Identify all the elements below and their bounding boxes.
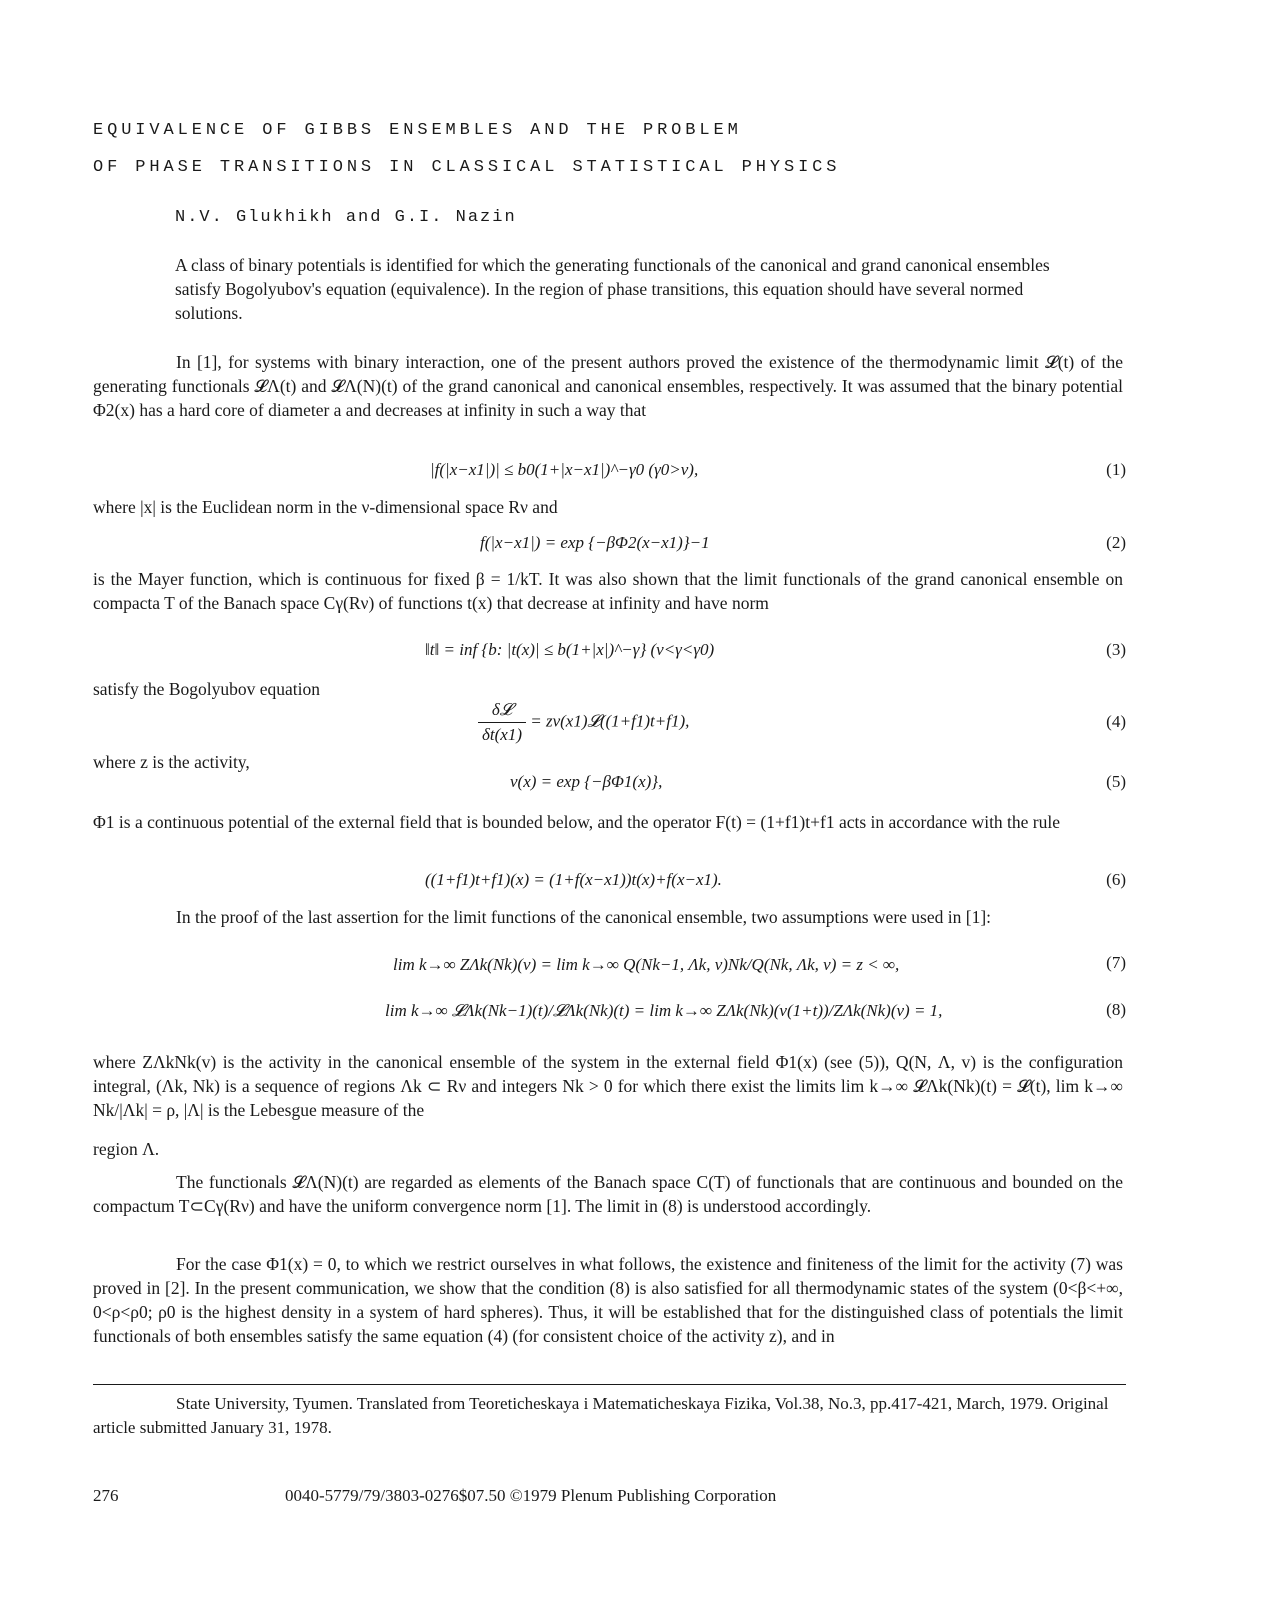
equation-3: ‖t‖ = inf {b: |t(x)| ≤ b(1+|x|)^−γ} (ν<γ<γ0) xyxy=(425,640,715,659)
text-line-region: region Λ. xyxy=(93,1139,160,1159)
paragraph-7: For the case Φ1(x) = 0, to which we restrict ourselves in what follows, the existence and finiteness of the limit for the activity (7) was proved in [2]. In the present communication, we show that the condition (8) is also satisfied for all thermodynamic states of the system (0<β<+∞, 0<ρ<ρ0; ρ0 is the highest density in a system of hard spheres). Thus, it will be established that for the distinguished class of potentials the limit functionals of both ensembles satisfy the same equation (4) (for consistent choice of the activity z), and in xyxy=(93,1254,1123,1346)
equation-4-numerator: δ𝓛 xyxy=(478,700,526,723)
equation-number-5: (5) xyxy=(1106,772,1126,791)
paragraph-5: where ZΛkNk(v) is the activity in the canonical ensemble of the system in the external field Φ1(x) (see (5)), Q(N, Λ, v) is the configuration integral, (Λk, Nk) is a sequence of regions Λk ⊂ Rν and integers Nk > 0 for which there exist the limits lim k→∞ 𝓛Λk(Nk)(t) = 𝓛(t), lim k→∞ Nk/|Λk| = ρ, |Λ| is the Lebesgue measure of the xyxy=(93,1052,1123,1120)
text-line-activity: where z is the activity, xyxy=(93,752,250,772)
equation-number-1: (1) xyxy=(1106,460,1126,479)
text-line-norm: where |x| is the Euclidean norm in the ν-dimensional space Rν and xyxy=(93,497,558,517)
equation-number-4: (4) xyxy=(1106,712,1126,731)
equation-number-8: (8) xyxy=(1106,1000,1126,1019)
abstract: A class of binary potentials is identified for which the generating functionals of the canonical and grand canonical ensembles satisfy Bogolyubov's equation (equivalence). In the region of phase transitions, this equation should have several normed solutions. xyxy=(175,255,1050,323)
footnote: State University, Tyumen. Translated from Teoreticheskaya i Matematicheskaya Fizika, Vol.38, No.3, pp.417-421, March, 1979. Original article submitted January 31, 1978. xyxy=(93,1394,1109,1437)
equation-number-7: (7) xyxy=(1106,953,1126,972)
authors: N.V. Glukhikh and G.I. Nazin xyxy=(175,208,517,227)
text-line-bogolyubov: satisfy the Bogolyubov equation xyxy=(93,679,320,699)
equation-5: v(x) = exp {−βΦ1(x)}, xyxy=(510,772,663,791)
paragraph-4: In the proof of the last assertion for the limit functions of the canonical ensemble, two assumptions were used in [1]: xyxy=(176,907,992,927)
paragraph-2: is the Mayer function, which is continuous for fixed β = 1/kT. It was also shown that the limit functionals of the grand canonical ensemble on compacta T of the Banach space Cγ(Rν) of functions t(x) that decrease at infinity and have norm xyxy=(93,569,1123,613)
equation-4-denominator: δt(x1) xyxy=(482,725,522,744)
equation-6: ((1+f1)t+f1)(x) = (1+f(x−x1))t(x)+f(x−x1). xyxy=(425,870,722,889)
equation-number-6: (6) xyxy=(1106,870,1126,889)
title-line-2: OF PHASE TRANSITIONS IN CLASSICAL STATISTICAL PHYSICS xyxy=(93,158,841,177)
paragraph-3: Φ1 is a continuous potential of the external field that is bounded below, and the operator F(t) = (1+f1)t+f1 acts in accordance with the rule xyxy=(93,812,1061,832)
equation-4-rhs: = zv(x1)𝓛((1+f1)t+f1), xyxy=(530,711,690,731)
title-line-1: EQUIVALENCE OF GIBBS ENSEMBLES AND THE PROBLEM xyxy=(93,121,742,140)
equation-7: lim k→∞ ZΛk(Nk)(v) = lim k→∞ Q(Nk−1, Λk, v)Nk/Q(Nk, Λk, v) = z < ∞, xyxy=(393,955,900,974)
equation-4-fraction xyxy=(478,700,526,745)
equation-number-2: (2) xyxy=(1106,533,1126,552)
paragraph-1: In [1], for systems with binary interaction, one of the present authors proved the existence of the thermodynamic limit 𝓛(t) of the generating functionals 𝓛Λ(t) and 𝓛Λ(N)(t) of the grand canonical and canonical ensembles, respectively. It was assumed that the binary potential Φ2(x) has a hard core of diameter a and decreases at infinity in such a way that xyxy=(93,352,1123,420)
equation-1: |f(|x−x1|)| ≤ b0(1+|x−x1|)^−γ0 (γ0>ν), xyxy=(430,460,699,479)
equation-8: lim k→∞ 𝓛Λk(Nk−1)(t)/𝓛Λk(Nk)(t) = lim k→∞ ZΛk(Nk)(v(1+t))/ZΛk(Nk)(v) = 1, xyxy=(385,1001,943,1020)
footnote-rule xyxy=(93,1384,1126,1385)
page-number: 276 xyxy=(93,1486,119,1505)
equation-4 xyxy=(478,700,689,745)
equation-2: f(|x−x1|) = exp {−βΦ2(x−x1)}−1 xyxy=(480,533,710,552)
copyright-line: 0040-5779/79/3803-0276$07.50 ©1979 Plenum Publishing Corporation xyxy=(285,1486,777,1505)
paragraph-6: The functionals 𝓛Λ(N)(t) are regarded as elements of the Banach space C(T) of functionals that are continuous and bounded on the compactum T⊂Cγ(Rν) and have the uniform convergence norm [1]. The limit in (8) is understood accordingly. xyxy=(93,1172,1123,1216)
equation-number-3: (3) xyxy=(1106,640,1126,659)
